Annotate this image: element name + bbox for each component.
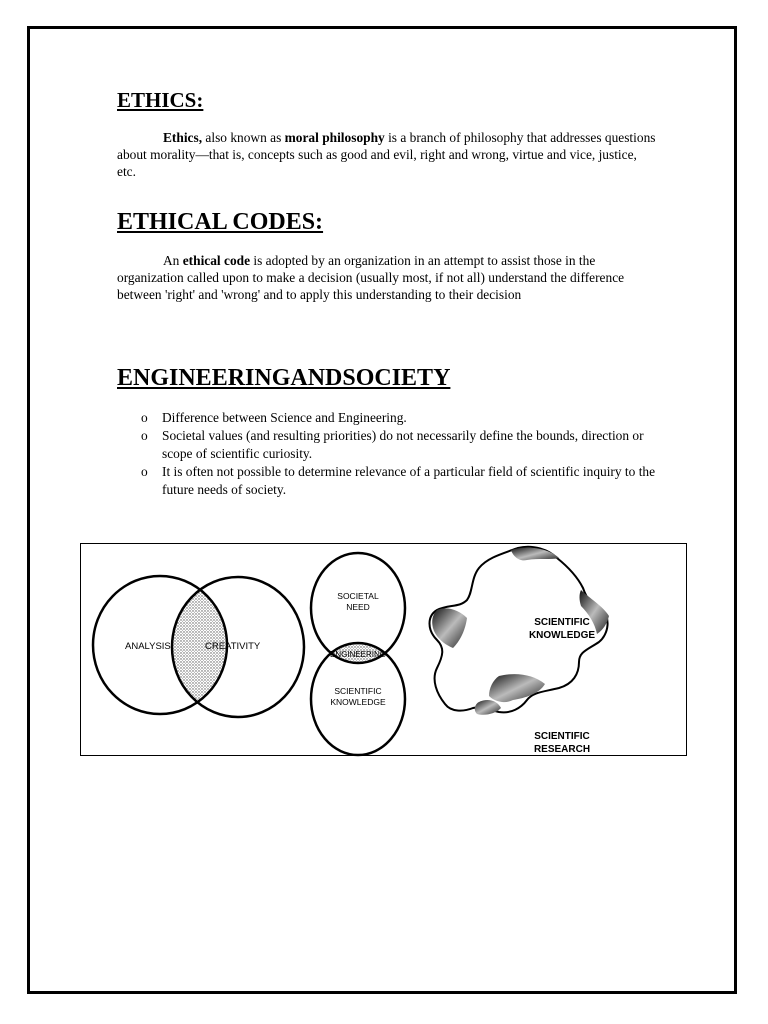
- bullet-text: Societal values (and resulting priorities) do not necessarily define the bounds, direction or scope of scientific curiosity.: [162, 428, 644, 461]
- list-item: [141, 427, 661, 463]
- label-societal: SOCIETAL: [337, 591, 379, 601]
- heading-ethics: ETHICS:: [117, 88, 204, 112]
- heading-ethical-codes: ETHICAL CODES:: [117, 209, 324, 235]
- label-need: NEED: [346, 602, 370, 612]
- label-research: RESEARCH: [533, 744, 591, 755]
- ethics-text-1: also known as: [202, 130, 285, 145]
- label-blob-scientific: SCIENTIFIC: [534, 617, 590, 628]
- label-creativity: CREATIVITY: [205, 641, 261, 652]
- label-research-scientific: SCIENTIFIC: [534, 731, 590, 742]
- label-scientific: SCIENTIFIC: [334, 686, 382, 696]
- term-moral-philosophy: moral philosophy: [284, 130, 385, 145]
- bullet-text: Difference between Science and Engineering.: [162, 410, 407, 425]
- venn-analysis-creativity: [93, 576, 304, 717]
- label-engineering: ENGINEERING: [329, 650, 387, 659]
- knowledge-blob: [430, 547, 610, 755]
- heading-engineering-society: ENGINEERINGANDSOCIETY: [117, 365, 451, 391]
- label-blob-knowledge: KNOWLEDGE: [528, 630, 596, 641]
- venn-engineering: [311, 553, 405, 755]
- bullet-text: It is often not possible to determine relevance of a particular field of scientific inquiry to the future needs of society.: [162, 464, 656, 497]
- bullet-list: [141, 409, 661, 499]
- term-ethics: Ethics,: [163, 130, 203, 145]
- bullet-marker: o: [141, 428, 148, 443]
- codes-text-1: An: [163, 253, 183, 268]
- blob-shading-top: [511, 548, 559, 561]
- term-ethical-code: ethical code: [182, 253, 251, 268]
- ethics-text-2: is a branch of philosophy that addresses questions about morality—that is, concepts such as good and evil, right and wrong, virtue and vice, justice, etc.: [117, 130, 656, 179]
- label-knowledge: KNOWLEDGE: [330, 697, 386, 707]
- ethics-paragraph: [117, 129, 657, 180]
- list-item: [141, 463, 661, 499]
- bullet-marker: o: [141, 410, 148, 425]
- figure-svg: [81, 544, 688, 757]
- figure-diagrams: [80, 543, 687, 756]
- ethical-codes-paragraph: [117, 252, 657, 303]
- bullet-marker: o: [141, 464, 148, 479]
- codes-text-2: is adopted by an organization in an attempt to assist those in the organization called upon to make a decision (usually most, if not all) understand the difference between 'right' and 'wrong' and to apply this understanding to their decision: [117, 253, 625, 302]
- label-analysis: ANALYSIS: [125, 641, 171, 652]
- list-item: [141, 409, 661, 427]
